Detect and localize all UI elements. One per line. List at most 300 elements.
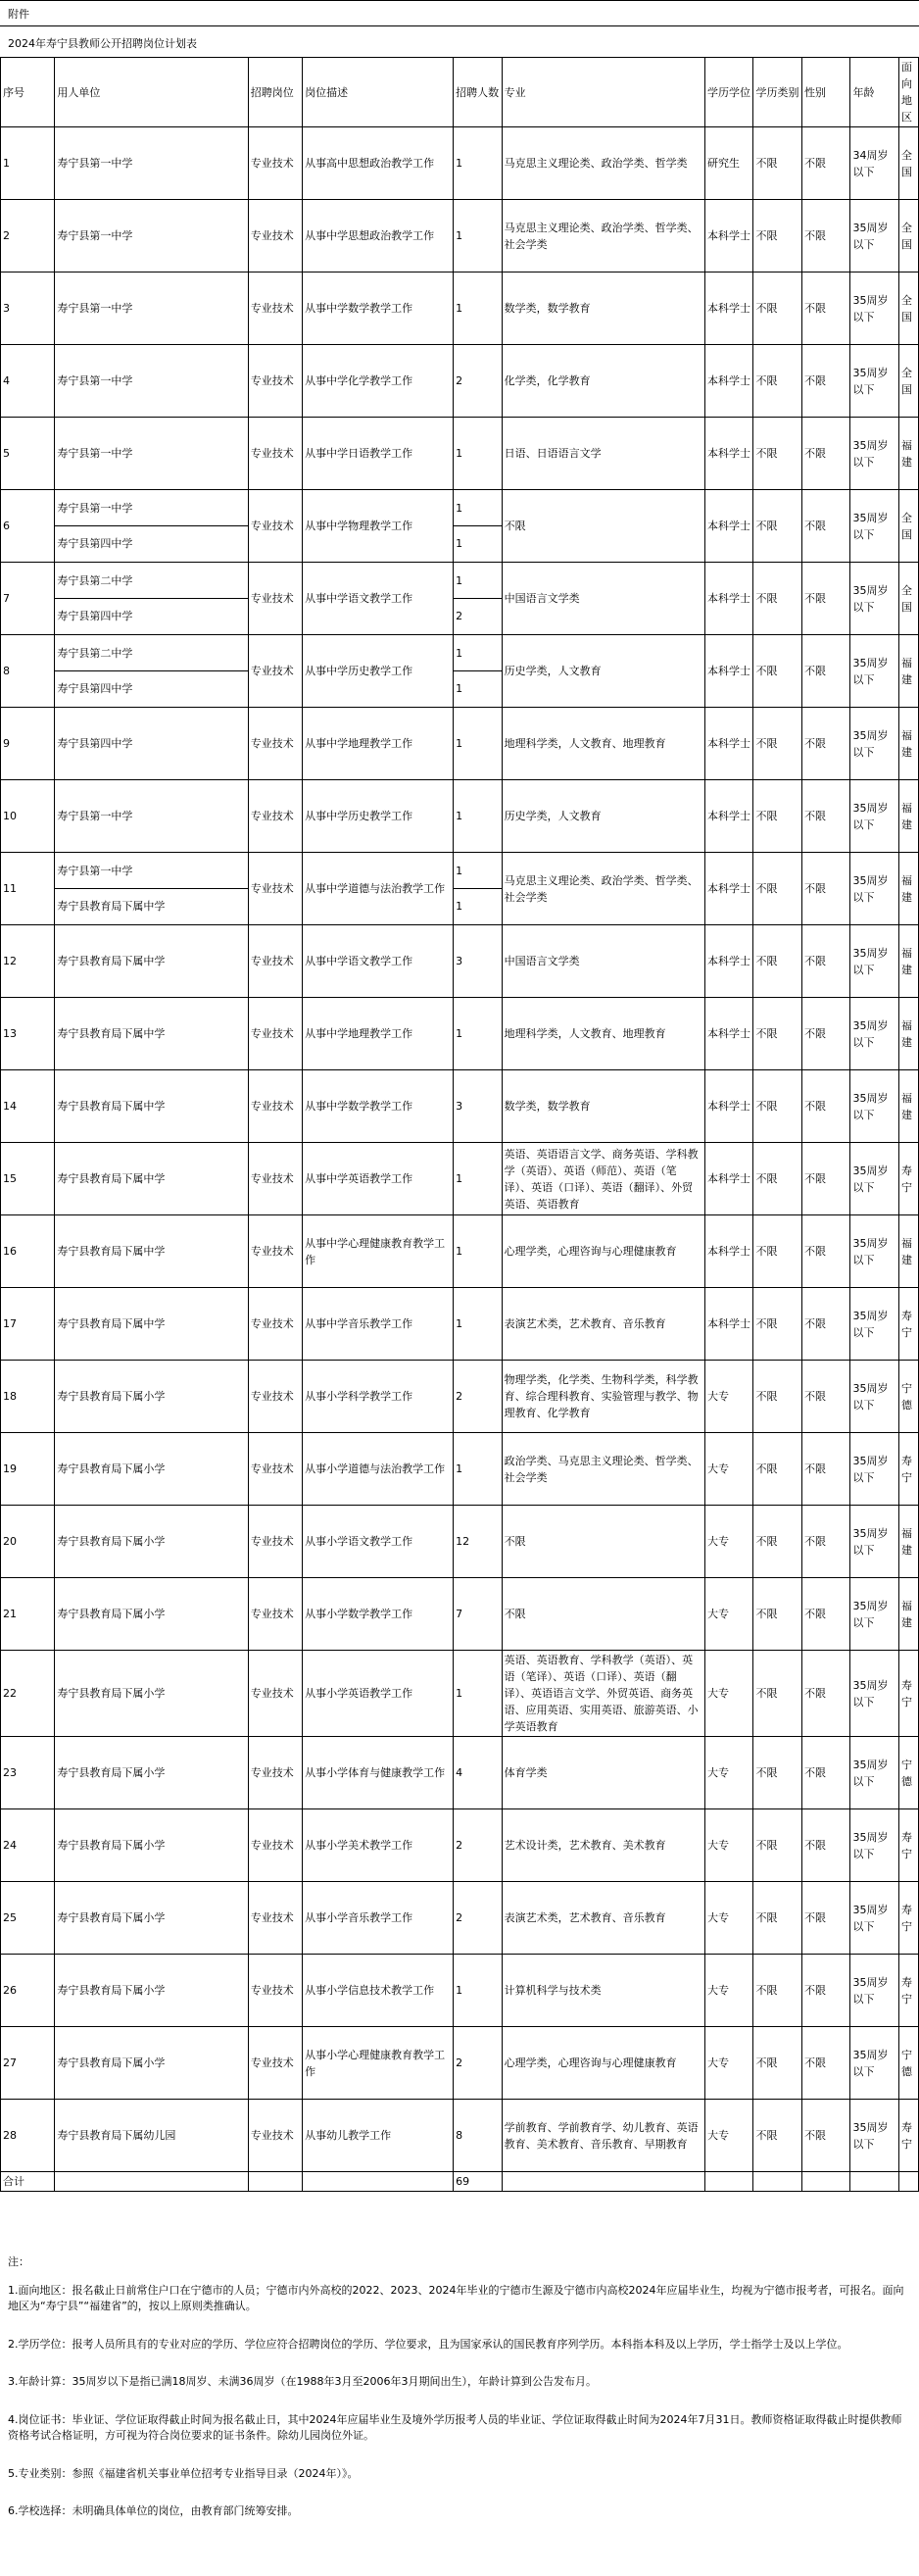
employer-cell-entry: 寿宁县教育局下属小学 [57,1839,166,1853]
column-header: 岗位描述 [303,58,454,127]
page-title: 2024年寿宁县教师公开招聘岗位计划表 [8,37,197,50]
employer-cell-entry: 寿宁县第四中学 [55,670,247,707]
employer-cell [55,1809,248,1882]
age-cell: 35周岁以下 [850,1433,899,1506]
total-empty-cell [801,2172,850,2192]
headcount-cell-entry: 1 [456,1027,463,1041]
post-description-cell: 从事中学地理教学工作 [303,998,454,1070]
post-description-cell: 从事中学数学教学工作 [303,1070,454,1143]
gender-cell: 不限 [801,1737,850,1809]
headcount-cell [454,1882,503,1955]
column-header: 招聘人数 [454,58,503,127]
post-type-cell: 专业技术 [248,490,302,563]
table-row [1,1506,919,1578]
row-number: 15 [1,1143,55,1215]
gender-cell: 不限 [801,1955,850,2027]
employer-cell-entry: 寿宁县教育局下属中学 [57,955,166,968]
gender-cell: 不限 [801,272,850,345]
gender-cell: 不限 [801,1215,850,1288]
total-empty-cell [850,2172,899,2192]
headcount-cell [454,998,503,1070]
major-cell: 计算机科学与技术类 [502,1955,704,2027]
education-type-cell: 不限 [753,1433,802,1506]
region-cell: 福建 [898,418,918,490]
region-cell: 福建 [898,998,918,1070]
education-type-cell: 不限 [753,1143,802,1215]
employer-cell-entry: 寿宁县教育局下属中学 [55,888,247,924]
table-row [1,1882,919,1955]
region-cell: 福建 [898,635,918,708]
row-number: 10 [1,780,55,853]
employer-cell-entry: 寿宁县教育局下属小学 [57,1766,166,1780]
gender-cell: 不限 [801,1361,850,1433]
total-empty-cell [502,2172,704,2192]
post-type-cell: 专业技术 [248,1737,302,1809]
age-cell: 35周岁以下 [850,1651,899,1737]
degree-cell: 大专 [704,1882,753,1955]
table-row [1,1578,919,1651]
employer-cell [55,1737,248,1809]
table-row [1,780,919,853]
age-cell: 35周岁以下 [850,1215,899,1288]
headcount-cell [454,490,503,563]
region-cell: 全国 [898,127,918,200]
post-type-cell: 专业技术 [248,1506,302,1578]
region-cell: 全国 [898,563,918,635]
degree-cell: 本科学士 [704,200,753,272]
attachment-label: 附件 [8,8,29,21]
age-cell: 35周岁以下 [850,2100,899,2172]
gender-cell: 不限 [801,780,850,853]
headcount-cell-entry: 1 [456,501,463,515]
age-cell: 35周岁以下 [850,1737,899,1809]
region-cell: 寿宁 [898,1433,918,1506]
age-cell: 35周岁以下 [850,1070,899,1143]
post-description-cell: 从事高中思想政治教学工作 [303,127,454,200]
post-description-cell: 从事小学道德与法治教学工作 [303,1433,454,1506]
headcount-cell-entry: 1 [456,1245,463,1259]
degree-cell: 大专 [704,2100,753,2172]
employer-cell [55,1578,248,1651]
headcount-cell [454,1809,503,1882]
headcount-cell-entry: 3 [456,1100,463,1114]
post-description-cell: 从事小学英语教学工作 [303,1651,454,1737]
gender-cell: 不限 [801,2027,850,2100]
post-type-cell: 专业技术 [248,1433,302,1506]
education-type-cell: 不限 [753,708,802,780]
major-cell: 中国语言文学类 [502,563,704,635]
employer-cell [55,1361,248,1433]
gender-cell: 不限 [801,1143,850,1215]
region-cell: 寿宁 [898,1651,918,1737]
gender-cell: 不限 [801,418,850,490]
employer-cell [55,1143,248,1215]
major-cell: 马克思主义理论类、政治学类、哲学类 [502,127,704,200]
degree-cell: 大专 [704,2027,753,2100]
row-number: 13 [1,998,55,1070]
headcount-cell [454,272,503,345]
employer-cell-entry: 寿宁县第一中学 [57,810,133,823]
employer-cell-entry: 寿宁县教育局下属中学 [57,1317,166,1331]
degree-cell: 大专 [704,1651,753,1737]
table-row [1,1955,919,2027]
table-row [1,1361,919,1433]
column-header: 年龄 [850,58,899,127]
headcount-cell-entry: 1 [456,737,463,751]
employer-cell [55,563,248,635]
notes-section [8,2254,909,2542]
employer-cell-entry: 寿宁县教育局下属中学 [57,1245,166,1259]
degree-cell: 本科学士 [704,418,753,490]
column-header: 专业 [502,58,704,127]
employer-cell [55,780,248,853]
major-cell: 不限 [502,1506,704,1578]
education-type-cell: 不限 [753,1070,802,1143]
headcount-cell-entry: 1 [456,810,463,823]
age-cell: 35周岁以下 [850,490,899,563]
major-cell: 心理学类，心理咨询与心理健康教育 [502,1215,704,1288]
post-type-cell: 专业技术 [248,1143,302,1215]
row-number: 16 [1,1215,55,1288]
gender-cell: 不限 [801,1288,850,1361]
employer-cell-entry: 寿宁县第一中学 [57,302,133,316]
total-label: 合计 [1,2172,55,2192]
degree-cell: 本科学士 [704,345,753,418]
age-cell: 35周岁以下 [850,780,899,853]
gender-cell: 不限 [801,1070,850,1143]
post-type-cell: 专业技术 [248,925,302,998]
employer-cell-entry: 寿宁县教育局下属小学 [57,1608,166,1621]
region-cell: 福建 [898,1070,918,1143]
gender-cell: 不限 [801,1882,850,1955]
degree-cell: 本科学士 [704,853,753,925]
headcount-cell-entry: 4 [456,1766,463,1780]
post-type-cell: 专业技术 [248,1070,302,1143]
headcount-cell [454,1955,503,2027]
headcount-cell [454,127,503,200]
headcount-cell [454,1506,503,1578]
post-description-cell: 从事中学语文教学工作 [303,925,454,998]
total-empty-cell [898,2172,918,2192]
education-type-cell: 不限 [753,780,802,853]
degree-cell: 大专 [704,1809,753,1882]
headcount-cell [454,200,503,272]
major-cell: 日语、日语语言文学 [502,418,704,490]
headcount-cell-entry: 1 [456,302,463,316]
table-header-row [1,58,919,127]
column-header: 性别 [801,58,850,127]
major-cell: 物理学类，化学类、生物科学类，科学教育、综合理科教育、实验管理与教学、物理教育、化学教育 [502,1361,704,1433]
table-row [1,635,919,708]
headcount-cell [454,2027,503,2100]
gender-cell: 不限 [801,1809,850,1882]
row-number: 12 [1,925,55,998]
column-header: 用人单位 [55,58,248,127]
row-number: 17 [1,1288,55,1361]
age-cell: 35周岁以下 [850,1361,899,1433]
region-cell: 寿宁 [898,1955,918,2027]
region-cell: 寿宁 [898,2100,918,2172]
employer-cell [55,1215,248,1288]
employer-cell [55,925,248,998]
post-description-cell: 从事中学物理教学工作 [303,490,454,563]
education-type-cell: 不限 [753,998,802,1070]
headcount-cell [454,1433,503,1506]
age-cell: 35周岁以下 [850,200,899,272]
employer-cell-entry: 寿宁县教育局下属小学 [57,2056,166,2070]
total-row [1,2172,919,2192]
post-type-cell: 专业技术 [248,127,302,200]
post-type-cell: 专业技术 [248,780,302,853]
headcount-cell-entry: 1 [454,670,502,707]
headcount-cell [454,1361,503,1433]
row-number: 2 [1,200,55,272]
headcount-cell [454,708,503,780]
employer-cell-entry: 寿宁县第一中学 [57,447,133,461]
education-type-cell: 不限 [753,635,802,708]
region-cell: 寿宁 [898,1143,918,1215]
headcount-cell-entry: 1 [454,525,502,562]
region-cell: 全国 [898,345,918,418]
row-number: 9 [1,708,55,780]
education-type-cell: 不限 [753,1737,802,1809]
headcount-cell [454,1215,503,1288]
education-type-cell: 不限 [753,1955,802,2027]
note-certificate: 4.岗位证书：毕业证、学位证取得截止时间为报名截止日，其中2024年应届毕业生及境外学历报考人员的毕业证、学位证取得截止时间为2024年7月31日。教师资格证取得截止时提供教师资格考试合格证明，方可视为符合岗位要求的证书条件。除幼儿园岗位外证。 [8,2412,902,2442]
row-number: 8 [1,635,55,708]
row-number: 7 [1,563,55,635]
employer-cell [55,708,248,780]
employer-cell-entry: 寿宁县教育局下属小学 [57,1390,166,1404]
gender-cell: 不限 [801,998,850,1070]
degree-cell: 本科学士 [704,563,753,635]
note-major: 5.专业类别：参照《福建省机关事业单位招考专业指导目录（2024年）》。 [8,2466,359,2480]
post-description-cell: 从事中学历史教学工作 [303,635,454,708]
column-header: 序号 [1,58,55,127]
employer-cell [55,1882,248,1955]
age-cell: 35周岁以下 [850,1955,899,2027]
degree-cell: 本科学士 [704,635,753,708]
table-row [1,998,919,1070]
employer-cell-entry: 寿宁县教育局下属中学 [57,1027,166,1041]
table-row [1,563,919,635]
post-type-cell: 专业技术 [248,2100,302,2172]
post-description-cell: 从事中学化学教学工作 [303,345,454,418]
row-number: 4 [1,345,55,418]
age-cell: 35周岁以下 [850,563,899,635]
employer-cell-entry: 寿宁县第一中学 [57,864,133,877]
region-cell: 福建 [898,1578,918,1651]
education-type-cell: 不限 [753,1578,802,1651]
post-description-cell: 从事中学语文教学工作 [303,563,454,635]
headcount-cell-entry: 1 [456,447,463,461]
education-type-cell: 不限 [753,200,802,272]
gender-cell: 不限 [801,490,850,563]
age-cell: 35周岁以下 [850,1506,899,1578]
headcount-cell-entry: 1 [456,1172,463,1186]
post-type-cell: 专业技术 [248,418,302,490]
table-row [1,127,919,200]
employer-cell-entry: 寿宁县教育局下属小学 [57,1535,166,1549]
employer-cell-entry: 寿宁县第四中学 [55,598,247,634]
headcount-cell-entry: 2 [456,1390,463,1404]
employer-cell [55,1288,248,1361]
row-number: 25 [1,1882,55,1955]
degree-cell: 本科学士 [704,708,753,780]
employer-cell [55,2027,248,2100]
post-description-cell: 从事小学美术教学工作 [303,1809,454,1882]
row-number: 28 [1,2100,55,2172]
gender-cell: 不限 [801,635,850,708]
degree-cell: 本科学士 [704,1143,753,1215]
gender-cell: 不限 [801,563,850,635]
headcount-cell [454,2100,503,2172]
row-number: 24 [1,1809,55,1882]
age-cell: 35周岁以下 [850,272,899,345]
notes-heading: 注： [8,2255,29,2268]
region-cell: 全国 [898,490,918,563]
gender-cell: 不限 [801,708,850,780]
post-type-cell: 专业技术 [248,1809,302,1882]
region-cell: 福建 [898,1215,918,1288]
employer-cell [55,635,248,708]
degree-cell: 大专 [704,1737,753,1809]
headcount-cell-entry: 2 [456,1911,463,1925]
headcount-cell-entry: 1 [456,646,463,660]
education-type-cell: 不限 [753,1882,802,1955]
degree-cell: 大专 [704,1361,753,1433]
employer-cell-entry: 寿宁县第一中学 [57,157,133,171]
region-cell: 宁德 [898,2027,918,2100]
age-cell: 35周岁以下 [850,635,899,708]
age-cell: 35周岁以下 [850,708,899,780]
major-cell: 地理科学类，人文教育、地理教育 [502,708,704,780]
gender-cell: 不限 [801,853,850,925]
post-description-cell: 从事小学音乐教学工作 [303,1882,454,1955]
age-cell: 35周岁以下 [850,1809,899,1882]
post-type-cell: 专业技术 [248,998,302,1070]
region-cell: 全国 [898,200,918,272]
post-description-cell: 从事小学信息技术教学工作 [303,1955,454,2027]
education-type-cell: 不限 [753,2027,802,2100]
employer-cell-entry: 寿宁县第二中学 [57,573,133,587]
table-row [1,345,919,418]
education-type-cell: 不限 [753,1215,802,1288]
education-type-cell: 不限 [753,1809,802,1882]
employer-cell-entry: 寿宁县教育局下属小学 [57,1984,166,1998]
region-cell: 寿宁 [898,1288,918,1361]
gender-cell: 不限 [801,1651,850,1737]
major-cell: 历史学类，人文教育 [502,780,704,853]
employer-cell [55,272,248,345]
table-row [1,490,919,563]
post-type-cell: 专业技术 [248,1288,302,1361]
employer-cell [55,1955,248,2027]
employer-cell [55,998,248,1070]
post-type-cell: 专业技术 [248,1361,302,1433]
degree-cell: 本科学士 [704,1215,753,1288]
headcount-cell-entry: 2 [456,374,463,388]
column-header: 招聘岗位 [248,58,302,127]
post-description-cell: 从事小学体育与健康教学工作 [303,1737,454,1809]
employer-cell [55,853,248,925]
employer-cell-entry: 寿宁县第一中学 [57,374,133,388]
major-cell: 学前教育、学前教育学、幼儿教育、英语教育、美术教育、音乐教育、早期教育 [502,2100,704,2172]
major-cell: 化学类，化学教育 [502,345,704,418]
recruitment-table [0,57,919,2192]
table-row [1,2100,919,2172]
headcount-cell [454,1143,503,1215]
education-type-cell: 不限 [753,563,802,635]
post-type-cell: 专业技术 [248,1578,302,1651]
total-empty-cell [753,2172,802,2192]
major-cell: 心理学类，心理咨询与心理健康教育 [502,2027,704,2100]
education-type-cell: 不限 [753,1361,802,1433]
gender-cell: 不限 [801,925,850,998]
education-type-cell: 不限 [753,272,802,345]
post-description-cell: 从事小学心理健康教育教学工作 [303,2027,454,2100]
employer-cell [55,127,248,200]
post-description-cell: 从事中学道德与法治教学工作 [303,853,454,925]
row-number: 1 [1,127,55,200]
post-type-cell: 专业技术 [248,345,302,418]
table-row [1,925,919,998]
post-description-cell: 从事中学日语教学工作 [303,418,454,490]
employer-cell [55,418,248,490]
major-cell: 艺术设计类，艺术教育、美术教育 [502,1809,704,1882]
employer-cell-entry: 寿宁县第四中学 [55,525,247,562]
headcount-cell-entry: 12 [456,1535,470,1549]
age-cell: 35周岁以下 [850,1882,899,1955]
major-cell: 表演艺术类，艺术教育、音乐教育 [502,1288,704,1361]
major-cell: 马克思主义理论类、政治学类、哲学类、社会学类 [502,200,704,272]
table-row [1,1143,919,1215]
row-number: 5 [1,418,55,490]
headcount-cell-entry: 1 [456,864,463,877]
major-cell: 数学类，数学教育 [502,1070,704,1143]
employer-cell-entry: 寿宁县教育局下属小学 [57,1462,166,1476]
major-cell: 英语、英语语言文学、商务英语、学科教学（英语）、英语（师范）、英语（笔译）、英语（口译）、英语（翻译）、外贸英语、英语教育 [502,1143,704,1215]
employer-cell-entry: 寿宁县第一中学 [57,501,133,515]
table-row [1,708,919,780]
employer-cell [55,1651,248,1737]
employer-cell [55,2100,248,2172]
headcount-cell [454,1070,503,1143]
headcount-cell-entry: 2 [454,598,502,634]
degree-cell: 本科学士 [704,272,753,345]
table-row [1,1288,919,1361]
row-number: 23 [1,1737,55,1809]
table-row [1,2027,919,2100]
post-type-cell: 专业技术 [248,563,302,635]
major-cell: 数学类，数学教育 [502,272,704,345]
age-cell: 35周岁以下 [850,853,899,925]
headcount-cell-entry: 2 [456,2056,463,2070]
post-description-cell: 从事中学思想政治教学工作 [303,200,454,272]
region-cell: 宁德 [898,1737,918,1809]
headcount-cell-entry: 1 [456,157,463,171]
total-empty-cell [248,2172,302,2192]
education-type-cell: 不限 [753,925,802,998]
headcount-cell [454,925,503,998]
degree-cell: 大专 [704,1955,753,2027]
age-cell: 35周岁以下 [850,1578,899,1651]
row-number: 20 [1,1506,55,1578]
education-type-cell: 不限 [753,853,802,925]
headcount-cell-entry: 1 [456,1687,463,1701]
headcount-cell [454,1578,503,1651]
region-cell: 福建 [898,708,918,780]
